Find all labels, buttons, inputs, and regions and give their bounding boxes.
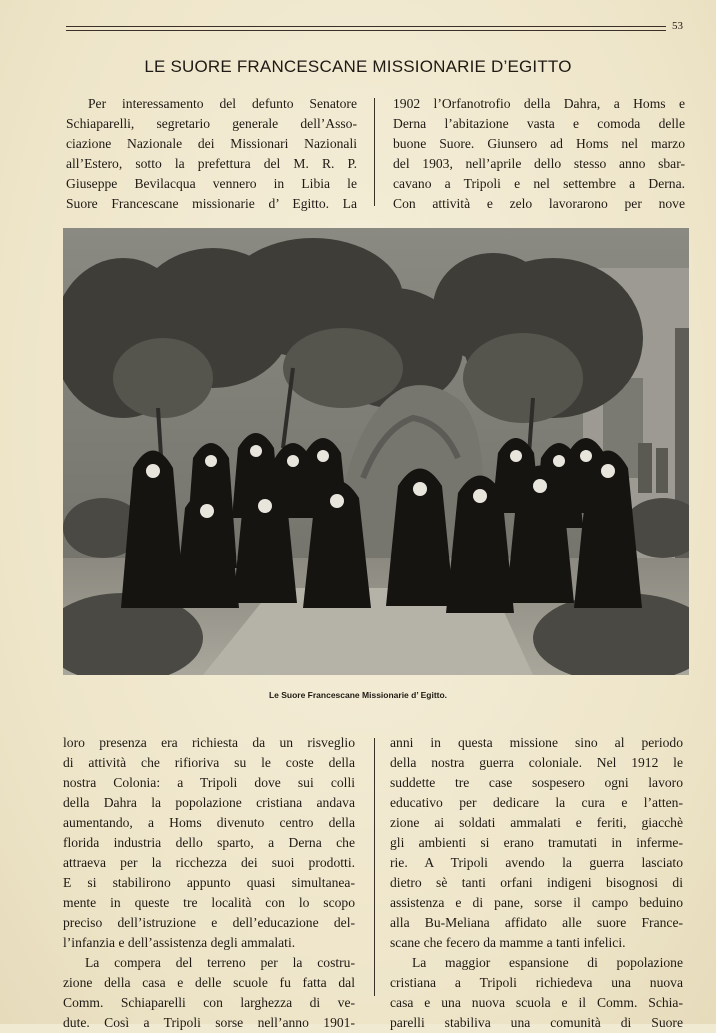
text-line: Per interessamento del defunto Senatore <box>88 96 357 111</box>
text-line: di attività che rifioriva su le coste della <box>63 755 355 770</box>
text-line: Schiaparelli, segretario generale dell’Asso- <box>66 116 357 131</box>
bottom-left-column <box>63 733 355 1033</box>
text-line: La maggior espansione di popolazione <box>412 955 683 970</box>
header-rule <box>66 26 666 27</box>
text-line: 1902 l’Orfanotrofio della Dahra, a Homs e <box>393 96 685 111</box>
text-line: Suore Francescane missionarie d’ Egitto. La <box>66 196 357 211</box>
text-line: cristiana a Tripoli richiedeva una nuova <box>390 975 683 990</box>
text-line: Comm. Schiaparelli con larghezza di ve- <box>63 995 355 1010</box>
nuns-group-photograph <box>63 228 689 675</box>
text-line: zione ai soldati ammalati e feriti, giacchè <box>390 815 683 830</box>
text-line: l’infanzia e dell’assistenza degli ammalati. <box>63 935 296 950</box>
text-line: educativo per dedicare la cura e l’atten- <box>390 795 683 810</box>
text-line: del 1903, nell’aprile dello stesso anno sbar- <box>393 156 685 171</box>
text-line: zione della casa e delle scuole fu fatta dal <box>63 975 355 990</box>
text-line: attraeva per la ricchezza dei suoi prodotti. <box>63 855 355 870</box>
text-line: casa e una nuova scuola e il Comm. Schia- <box>390 995 683 1010</box>
text-line: gli ambienti si erano tramutati in infermе- <box>390 835 683 850</box>
photo-caption: Le Suore Francescane Missionarie d’ Egitto. <box>268 690 448 700</box>
top-left-column <box>66 94 357 214</box>
text-line: aumentando, a Homs divenuto centro della <box>63 815 355 830</box>
text-line: parelli stabiliva una comunità di Suore <box>390 1015 683 1030</box>
text-line: Con attività e zelo lavorarono per nove <box>393 196 685 211</box>
text-line: della nostra guerra coloniale. Nel 1912 le <box>390 755 683 770</box>
text-line: nostra Colonia: a Tripoli dove sui colli <box>63 775 355 790</box>
bottom-right-column <box>390 733 683 1033</box>
text-line: loro presenza era richiesta da un risveglio <box>63 735 355 750</box>
column-divider-top <box>374 98 375 206</box>
text-line: scane che fecero da mamme a tanti infelici. <box>390 935 626 950</box>
text-line: Giuseppe Bevilacqua vennero in Libia le <box>66 176 357 191</box>
text-line: ciazione Nazionale dei Missionari Nazionali <box>66 136 357 151</box>
page-number: 53 <box>672 20 683 32</box>
text-line: Derna l’abitazione vasta e comoda delle <box>393 116 685 131</box>
header-rule-lower <box>66 30 666 31</box>
text-line: all’Estero, sotto la prefettura del M. R. P. <box>66 156 357 171</box>
text-line: rie. A Tripoli avendo la guerra lasciato <box>390 855 683 870</box>
text-line: preciso dell’istruzione e dell’educazione del- <box>63 915 355 930</box>
top-right-column <box>393 94 685 214</box>
text-line: dietro sè tanti orfani indigeni bisognosi di <box>390 875 683 890</box>
text-line: buone Suore. Giunsero ad Homs nel marzo <box>393 136 685 151</box>
text-line: assistenza e di pane, sorse il campo beduino <box>390 895 683 910</box>
column-divider-bottom <box>374 738 375 996</box>
text-line: florida industria dello sparto, a Derna che <box>63 835 355 850</box>
text-line: anni in questa missione sino al periodo <box>390 735 683 750</box>
text-line: della Dahra la popolazione cristiana andava <box>63 795 355 810</box>
text-line: La compera del terreno per la costru- <box>85 955 355 970</box>
text-line: suddette tre case sospesero ogni lavoro <box>390 775 683 790</box>
text-line: mente in queste tre località con lo scopo <box>63 895 355 910</box>
text-line: dute. Così a Tripoli sorse nell’anno 1901- <box>63 1015 355 1030</box>
article-title: LE SUORE FRANCESCANE MISSIONARIE D’EGITTO <box>144 57 572 76</box>
text-line: cavano a Tripoli e nel settembre a Derna. <box>393 176 685 191</box>
text-line: alla Bu-Meliana affidato alle suore France- <box>390 915 683 930</box>
text-line: E si stabilirono appunto quasi simultanea- <box>63 875 355 890</box>
